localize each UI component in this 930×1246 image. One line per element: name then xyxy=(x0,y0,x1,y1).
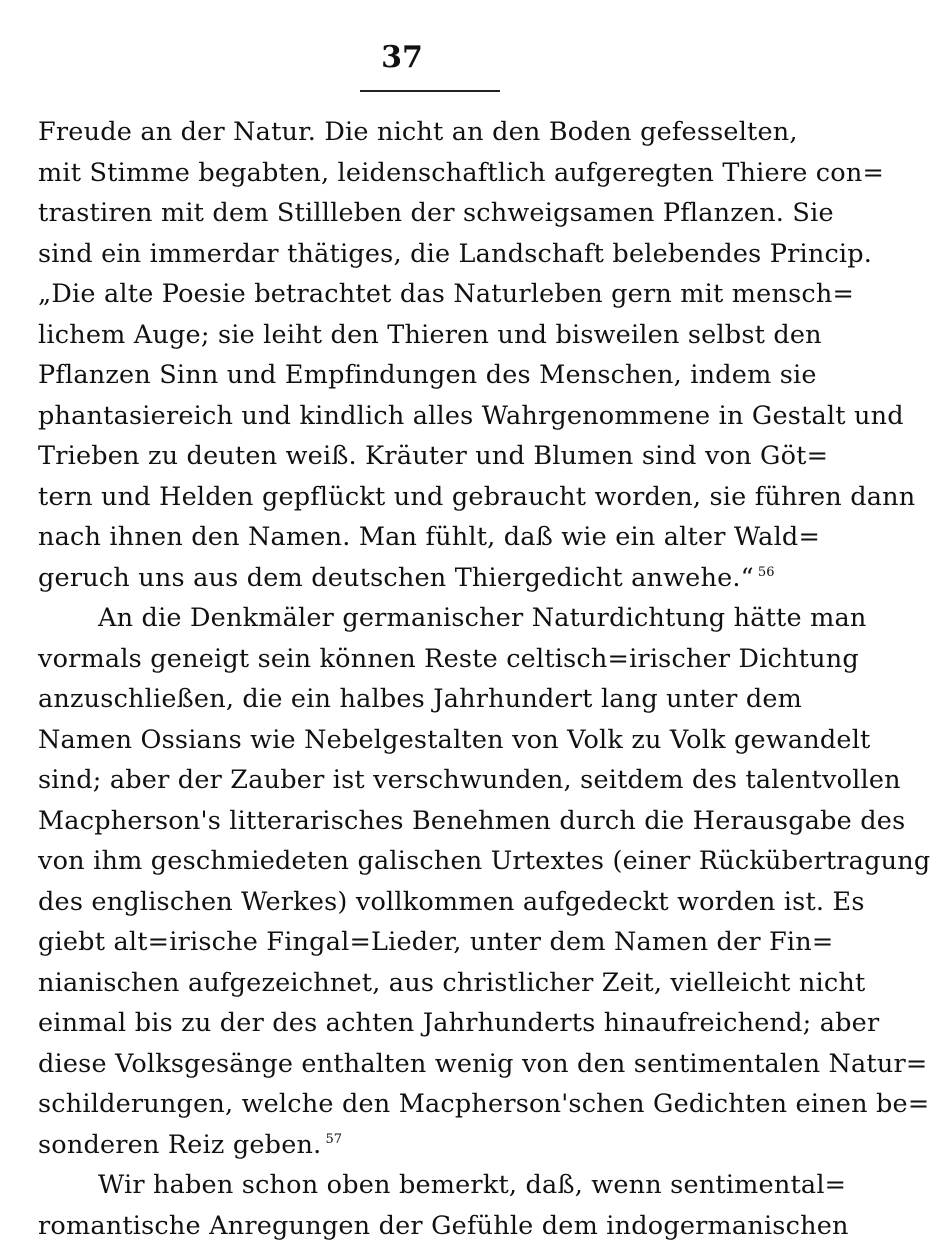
text-line xyxy=(38,598,778,639)
text-line xyxy=(38,1125,778,1166)
text-line-content: Pflanzen Sinn und Empfindungen des Menschen, indem sie xyxy=(38,360,817,390)
text-line xyxy=(38,355,778,396)
text-line-content: des englischen Werkes) vollkommen aufgedeckt worden ist. Es xyxy=(38,887,865,917)
text-line xyxy=(38,1206,778,1246)
text-line xyxy=(38,963,778,1004)
text-line xyxy=(38,193,778,234)
footnote-marker: 57 xyxy=(325,1132,342,1147)
text-line-content: Trieben zu deuten weiß. Kräuter und Blumen sind von Göt= xyxy=(38,441,828,471)
text-line xyxy=(38,1084,778,1125)
text-line-content: romantische Anregungen der Gefühle dem indogermanischen xyxy=(38,1211,849,1241)
text-line-content: nach ihnen den Namen. Man fühlt, daß wie ein alter Wald= xyxy=(38,522,820,552)
text-line-content: mit Stimme begabten, leidenschaftlich aufgeregten Thiere con= xyxy=(38,158,884,188)
text-line-content: tern und Helden gepflückt und gebraucht worden, sie führen dann xyxy=(38,482,915,512)
text-line-content: lichem Auge; sie leiht den Thieren und bisweilen selbst den xyxy=(38,320,822,350)
text-line xyxy=(38,517,778,558)
text-line xyxy=(38,922,778,963)
text-line xyxy=(38,436,778,477)
text-line xyxy=(38,315,778,356)
text-line-content: diese Volksgesänge enthalten wenig von den sentimentalen Natur= xyxy=(38,1049,927,1079)
text-line xyxy=(38,1003,778,1044)
text-line-content: geruch uns aus dem deutschen Thiergedicht anwehe.“ xyxy=(38,563,754,593)
text-line xyxy=(38,679,778,720)
text-line-content: giebt alt=irische Fingal=Lieder, unter dem Namen der Fin= xyxy=(38,927,833,957)
text-line-content: Wir haben schon oben bemerkt, daß, wenn sentimental= xyxy=(98,1170,846,1200)
text-line-content: nianischen aufgezeichnet, aus christlicher Zeit, vielleicht nicht xyxy=(38,968,865,998)
text-line-content: sonderen Reiz geben. xyxy=(38,1130,321,1160)
text-line xyxy=(38,112,778,153)
text-line-content: Macpherson's litterarisches Benehmen durch die Herausgabe des xyxy=(38,806,905,836)
text-line-content: einmal bis zu der des achten Jahrhunderts hinaufreichend; aber xyxy=(38,1008,879,1038)
text-line xyxy=(38,720,778,761)
text-line-content: Freude an der Natur. Die nicht an den Boden gefesselten, xyxy=(38,117,798,147)
text-line xyxy=(38,477,778,518)
text-line xyxy=(38,841,778,882)
text-line-content: sind; aber der Zauber ist verschwunden, seitdem des talentvollen xyxy=(38,765,901,795)
text-line xyxy=(38,153,778,194)
text-line-content: phantasiereich und kindlich alles Wahrgenommene in Gestalt und xyxy=(38,401,904,431)
text-line-content: anzuschließen, die ein halbes Jahrhundert lang unter dem xyxy=(38,684,802,714)
text-line xyxy=(38,396,778,437)
text-line xyxy=(38,558,778,599)
text-line xyxy=(38,1165,778,1206)
text-line xyxy=(38,639,778,680)
header-rule xyxy=(360,90,500,92)
text-line xyxy=(38,274,778,315)
page-number: 37 xyxy=(0,40,804,76)
text-line-content: Namen Ossians wie Nebelgestalten von Volk zu Volk gewandelt xyxy=(38,725,871,755)
text-line xyxy=(38,882,778,923)
text-line xyxy=(38,760,778,801)
footnote-marker: 56 xyxy=(758,565,775,580)
text-line-content: An die Denkmäler germanischer Naturdichtung hätte man xyxy=(98,603,867,633)
text-line xyxy=(38,1044,778,1085)
text-line-content: trastiren mit dem Stillleben der schweigsamen Pflanzen. Sie xyxy=(38,198,834,228)
text-line-content: „Die alte Poesie betrachtet das Naturleben gern mit mensch= xyxy=(38,279,854,309)
text-line xyxy=(38,801,778,842)
text-line-content: vormals geneigt sein können Reste celtisch=irischer Dichtung xyxy=(38,644,859,674)
text-line-content: von ihm geschmiedeten galischen Urtextes (einer Rückübertragung xyxy=(38,846,930,876)
text-line-content: sind ein immerdar thätiges, die Landschaft belebendes Princip. xyxy=(38,239,872,269)
text-line-content: schilderungen, welche den Macpherson'schen Gedichten einen be= xyxy=(38,1089,929,1119)
body-text xyxy=(38,112,778,1246)
text-line xyxy=(38,234,778,275)
